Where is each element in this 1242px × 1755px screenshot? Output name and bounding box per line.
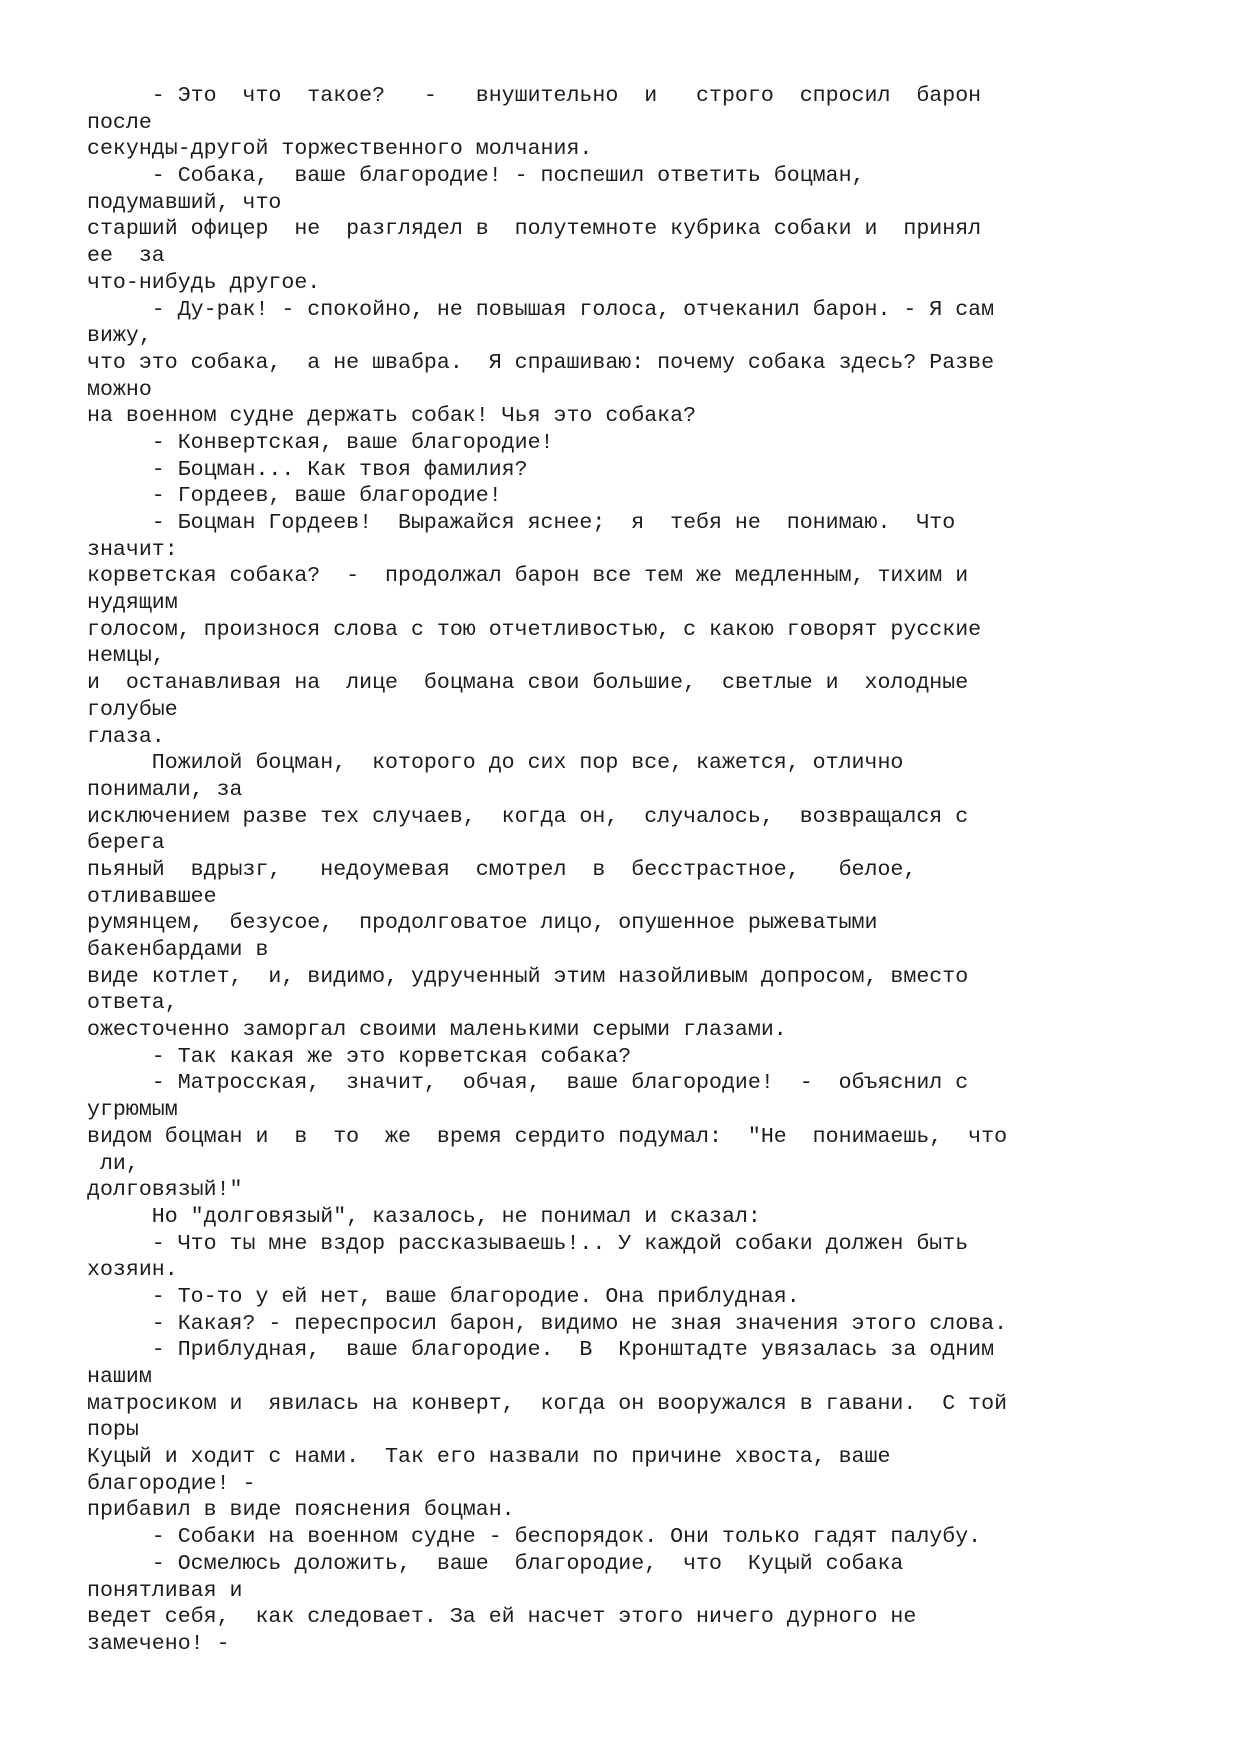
text-line: видом боцман и в то же время сердито подумал: "Не понимаешь, что: [87, 1124, 1008, 1149]
text-line: - Собаки на военном судне - беспорядок. Они только гадят палубу.: [87, 1525, 982, 1550]
text-line: - Боцман Гордеев! Выражайся яснее; я тебя не понимаю. Что: [87, 511, 956, 535]
text-line: ожесточенно заморгал своими маленькими серыми глазами.: [87, 1018, 787, 1043]
text-line: после: [87, 110, 152, 135]
text-line: ответа,: [87, 991, 178, 1016]
text-line: исключением разве тех случаев, когда он, случалось, возвращался с: [87, 804, 969, 829]
text-line: матросиком и явилась на конверт, когда он вооружался в гавани. С той: [87, 1391, 1008, 1416]
document-page: [87, 83, 1207, 1684]
text-line: - Какая? - переспросил барон, видимо не зная значения этого слова.: [87, 1311, 1008, 1336]
text-line: глаза.: [87, 724, 165, 749]
text-line: и останавливая на лице боцмана свои большие, светлые и холодные: [87, 671, 969, 696]
text-line: ее за: [87, 244, 165, 269]
text-line: - Что ты мне вздор рассказываешь!.. У каждой собаки должен быть: [87, 1231, 969, 1256]
text-line: отливавшее: [87, 884, 217, 909]
text-line: замечено! -: [87, 1631, 230, 1656]
text-line: нудящим: [87, 591, 178, 616]
text-line: пьяный вдрызг, недоумевая смотрел в бесстрастное, белое,: [87, 857, 917, 882]
text-line: - Собака, ваше благородие! - поспешил ответить боцман,: [87, 164, 865, 189]
text-line: голубые: [87, 697, 178, 722]
text-line: значит:: [87, 537, 178, 562]
text-line: берега: [87, 831, 165, 856]
text-line: бакенбардами в: [87, 938, 269, 962]
text-line: немцы,: [87, 644, 165, 669]
text-line: ли,: [87, 1151, 139, 1176]
text-line: понятливая и: [87, 1578, 243, 1603]
text-line: Пожилой боцман, которого до сих пор все, кажется, отлично: [87, 751, 904, 776]
text-line: - Боцман... Как твоя фамилия?: [87, 457, 528, 482]
text-line: нашим: [87, 1365, 152, 1389]
text-line: долговязый!": [87, 1178, 243, 1203]
text-line: понимали, за: [87, 777, 243, 802]
text-line: прибавил в виде пояснения боцман.: [87, 1498, 515, 1523]
text-line: Куцый и ходит с нами. Так его назвали по причине хвоста, ваше: [87, 1445, 891, 1470]
text-line: можно: [87, 377, 152, 402]
text-line: Но "долговязый", казалось, не понимал и сказал:: [87, 1204, 761, 1229]
text-line: - Ду-рак! - спокойно, не повышая голоса, отчеканил барон. - Я сам: [87, 297, 995, 322]
text-line: виде котлет, и, видимо, удрученный этим назойливым допросом, вместо: [87, 964, 969, 989]
text-line: секунды-другой торжественного молчания.: [87, 137, 593, 162]
text-line: - Матросская, значит, обчая, ваше благородие! - объяснил с: [87, 1071, 969, 1096]
text-line: - Так какая же это корветская собака?: [87, 1044, 632, 1069]
text-line: старший офицер не разглядел в полутемноте кубрика собаки и принял: [87, 217, 982, 242]
text-line: подумавший, что: [87, 190, 282, 215]
text-line: на военном судне держать собак! Чья это собака?: [87, 404, 697, 429]
text-line: - Это что такое? - внушительно и строго спросил барон: [87, 84, 982, 108]
text-line: благородие! -: [87, 1471, 256, 1496]
text-line: что это собака, а не швабра. Я спрашиваю: почему собака здесь? Разве: [87, 350, 995, 375]
text-line: [87, 1658, 1207, 1685]
text-line: - Конвертская, ваше благородие!: [87, 430, 554, 455]
text-line: вижу,: [87, 324, 152, 349]
text-line: угрюмым: [87, 1098, 178, 1123]
text-line: что-нибудь другое.: [87, 270, 321, 295]
text-line: хозяин.: [87, 1258, 178, 1283]
text-line: - Приблудная, ваше благородие. В Кронштадте увязалась за одним: [87, 1338, 995, 1363]
text-line: корветская собака? - продолжал барон все тем же медленным, тихим и: [87, 564, 969, 589]
text-line: ведет себя, как следовает. За ей насчет этого ничего дурного не: [87, 1605, 917, 1630]
text-line: - Гордеев, ваше благородие!: [87, 484, 502, 509]
text-line: - То-то у ей нет, ваше благородие. Она приблудная.: [87, 1284, 800, 1309]
text-line: голосом, произнося слова с тою отчетливостью, с какою говорят русские: [87, 617, 982, 642]
text-line: - Осмелюсь доложить, ваше благородие, что Куцый собака: [87, 1551, 904, 1576]
text-line: поры: [87, 1418, 139, 1443]
text-line: румянцем, безусое, продолговатое лицо, опушенное рыжеватыми: [87, 911, 878, 936]
